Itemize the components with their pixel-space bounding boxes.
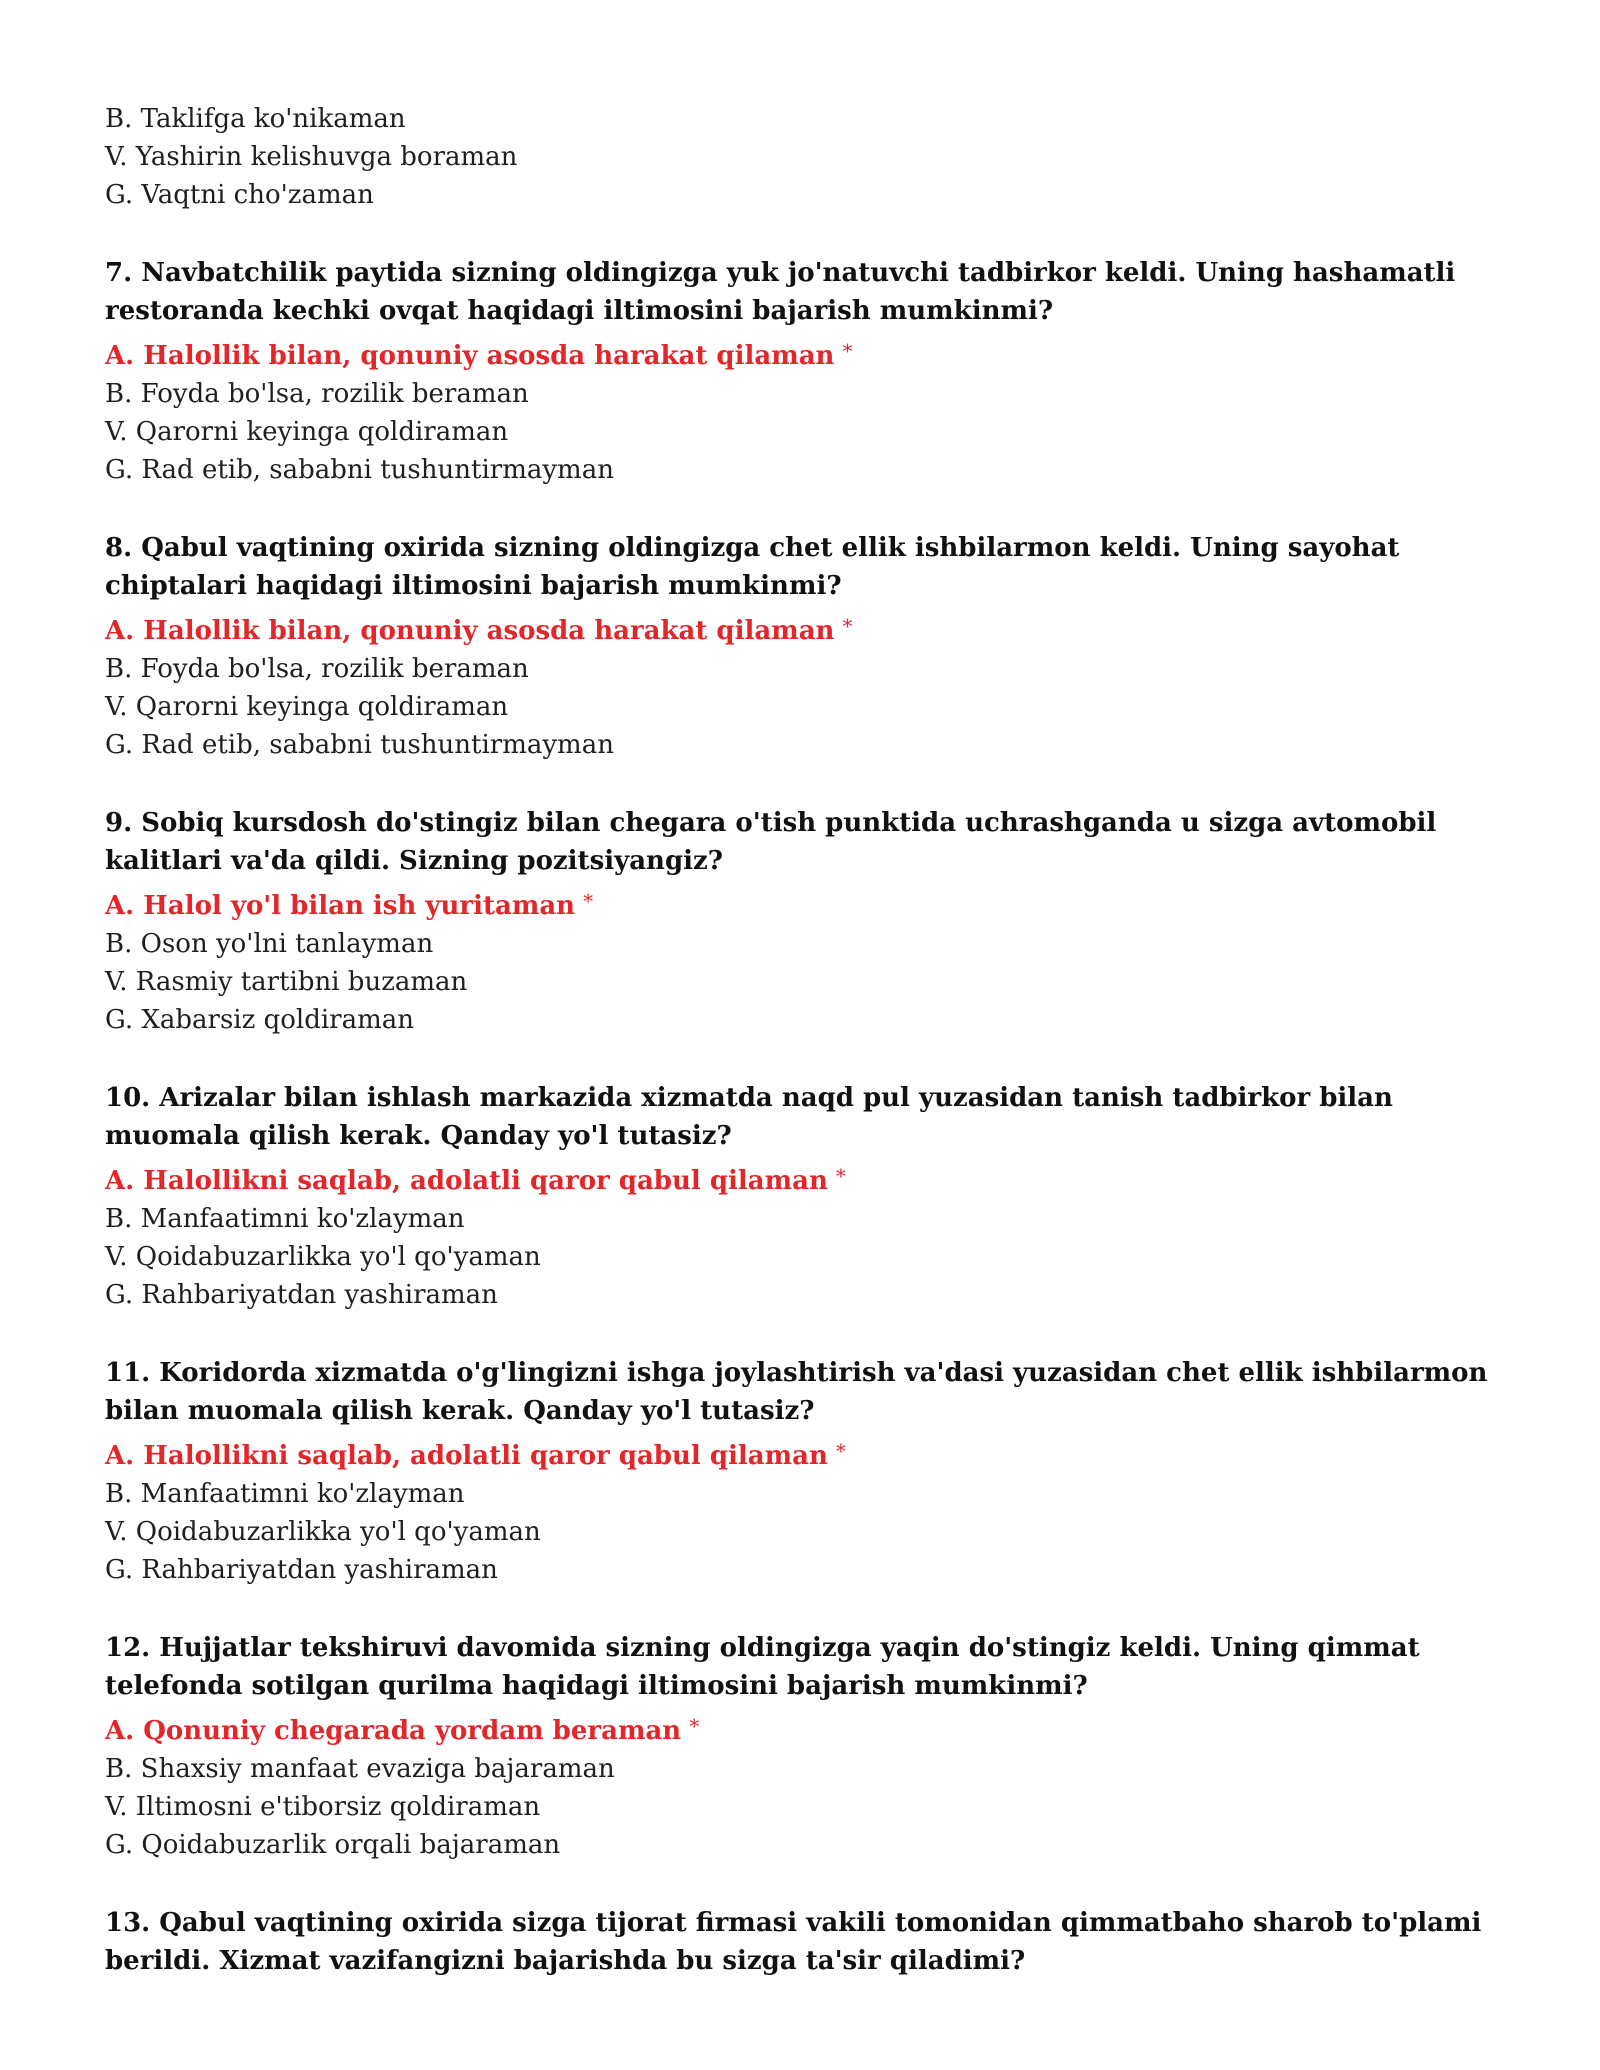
option-v: V. Qarorni keyinga qoldiraman — [105, 692, 509, 722]
question-7 — [105, 254, 1525, 489]
question-text: 8. Qabul vaqtining oxirida sizning oldingizga chet ellik ishbilarmon keldi. Uning sayohat chiptalari haqidagi iltimosini bajarish mumkinmi? — [105, 533, 1400, 601]
question-8 — [105, 529, 1525, 764]
question-11 — [105, 1354, 1525, 1589]
correct-option — [105, 332, 1525, 375]
option-v: V. Qarorni keyinga qoldiraman — [105, 417, 509, 447]
option-v: V. Qoidabuzarlikka yo'l qo'yaman — [105, 1242, 541, 1272]
option-v: V. Iltimosni e'tiborsiz qoldiraman — [105, 1792, 541, 1822]
option-b: B. Foyda bo'lsa, rozilik beraman — [105, 379, 529, 409]
question-text: 12. Hujjatlar tekshiruvi davomida sizning oldingizga yaqin do'stingiz keldi. Uning qimmat telefonda sotilgan qurilma haqidagi iltimosini bajarish mumkinmi? — [105, 1633, 1420, 1701]
question-text: 11. Koridorda xizmatda o'g'lingizni ishga joylashtirish va'dasi yuzasidan chet ellik ishbilarmon bilan muomala qilish kerak. Qanday yo'l tutasiz? — [105, 1358, 1488, 1426]
question-12 — [105, 1629, 1525, 1864]
question-text: 10. Arizalar bilan ishlash markazida xizmatda naqd pul yuzasidan tanish tadbirkor bilan muomala qilish kerak. Qanday yo'l tutasiz? — [105, 1083, 1393, 1151]
correct-marker: * — [835, 1439, 846, 1463]
option-g: G. Qoidabuzarlik orqali bajaraman — [105, 1830, 561, 1860]
option-g: G. Rad etib, sababni tushuntirmayman — [105, 730, 614, 760]
correct-option — [105, 1707, 1525, 1750]
question-9 — [105, 804, 1525, 1039]
correct-marker: * — [842, 339, 853, 363]
question-text: 9. Sobiq kursdosh do'stingiz bilan chegara o'tish punktida uchrashganda u sizga avtomobil kalitlari va'da qildi. Sizning pozitsiyangiz? — [105, 808, 1437, 876]
correct-option — [105, 882, 1525, 925]
correct-option-text: A. Halollikni saqlab, adolatli qaror qabul qilaman — [105, 1441, 828, 1471]
option-v: V. Qoidabuzarlikka yo'l qo'yaman — [105, 1517, 541, 1547]
correct-option — [105, 1157, 1525, 1200]
correct-option-text: A. Halol yo'l bilan ish yuritaman — [105, 891, 576, 921]
correct-marker: * — [689, 1714, 700, 1738]
correct-option-text: A. Qonuniy chegarada yordam beraman — [105, 1716, 682, 1746]
option-v: V. Yashirin kelishuvga boraman — [105, 142, 518, 172]
correct-marker: * — [842, 614, 853, 638]
option-b: B. Shaxsiy manfaat evaziga bajaraman — [105, 1754, 615, 1784]
option-b: B. Foyda bo'lsa, rozilik beraman — [105, 654, 529, 684]
option-b: B. Manfaatimni ko'zlayman — [105, 1479, 465, 1509]
correct-marker: * — [835, 1164, 846, 1188]
question-text: 7. Navbatchilik paytida sizning oldingizga yuk jo'natuvchi tadbirkor keldi. Uning hashamatli restoranda kechki ovqat haqidagi iltimosini bajarish mumkinmi? — [105, 258, 1456, 326]
option-g: G. Xabarsiz qoldiraman — [105, 1005, 414, 1035]
correct-marker: * — [583, 889, 594, 913]
correct-option-text: A. Halollik bilan, qonuniy asosda harakat qilaman — [105, 616, 835, 646]
correct-option — [105, 607, 1525, 650]
option-g: G. Rahbariyatdan yashiraman — [105, 1280, 498, 1310]
question-10 — [105, 1079, 1525, 1314]
option-v: V. Rasmiy tartibni buzaman — [105, 967, 468, 997]
question-text: 13. Qabul vaqtining oxirida sizga tijorat firmasi vakili tomonidan qimmatbaho sharob to'plami berildi. Xizmat vazifangizni bajarishda bu sizga ta'sir qiladimi? — [105, 1908, 1482, 1976]
option-g: G. Vaqtni cho'zaman — [105, 180, 374, 210]
correct-option — [105, 1432, 1525, 1475]
option-b: B. Manfaatimni ko'zlayman — [105, 1204, 465, 1234]
option-g: G. Rad etib, sababni tushuntirmayman — [105, 455, 614, 485]
question-13 — [105, 1904, 1525, 1980]
document-page — [105, 100, 1525, 1982]
continued-options — [105, 100, 1525, 214]
option-b: B. Oson yo'lni tanlayman — [105, 929, 434, 959]
option-g: G. Rahbariyatdan yashiraman — [105, 1555, 498, 1585]
correct-option-text: A. Halollik bilan, qonuniy asosda harakat qilaman — [105, 341, 835, 371]
correct-option-text: A. Halollikni saqlab, adolatli qaror qabul qilaman — [105, 1166, 828, 1196]
option-b: B. Taklifga ko'nikaman — [105, 104, 406, 134]
